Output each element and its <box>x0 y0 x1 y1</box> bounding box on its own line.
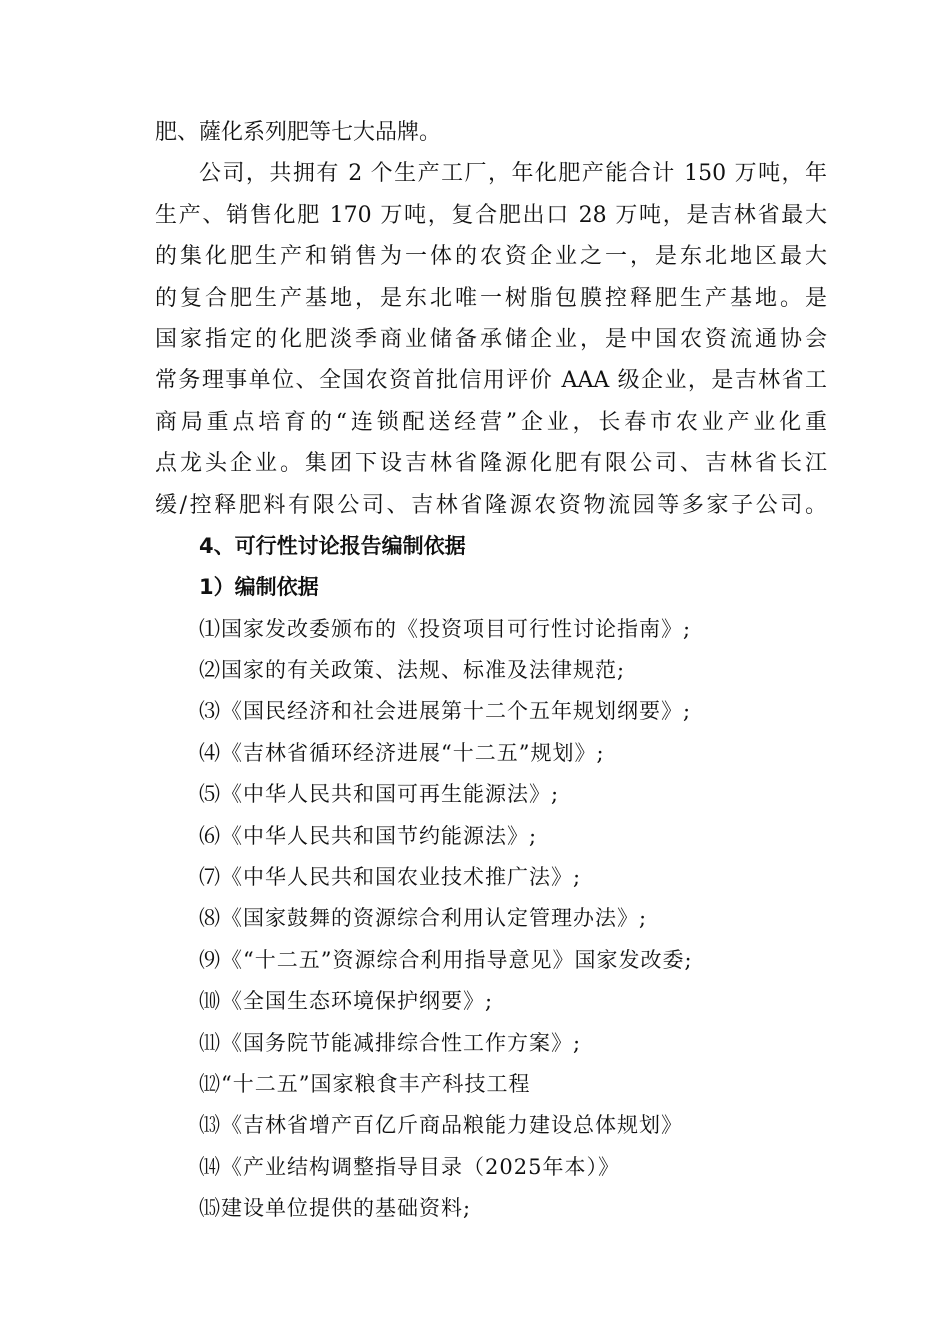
document-page <box>155 112 827 1230</box>
reference-item: ⑵国家的有关政策、法规、标准及法律规范; <box>199 658 626 683</box>
reference-item: ⒁《产业结构调整指导目录（2025年本）》 <box>199 1154 620 1179</box>
reference-item: ⑷《吉林省循环经济进展“十二五”规划》; <box>199 740 605 765</box>
paragraph-line: 的集化肥生产和销售为一体的农资企业之一，是东北地区最大 <box>155 244 827 270</box>
paragraph-line: 公司，共拥有 2 个生产工厂，年化肥产能合计 150 万吨，年 <box>199 161 827 187</box>
paragraph-line: 的复合肥生产基地，是东北唯一树脂包膜控释肥生产基地。是 <box>155 285 827 311</box>
paragraph-line: 国家指定的化肥淡季商业储备承储企业，是中国农资流通协会 <box>155 326 827 352</box>
paragraph-line: 生产、销售化肥 170 万吨，复合肥出口 28 万吨，是吉林省最大 <box>155 202 827 228</box>
reference-item: ⑹《中华人民共和国节约能源法》; <box>199 823 538 848</box>
paragraph-line: 点龙头企业。集团下设吉林省隆源化肥有限公司、吉林省长江 <box>155 451 827 477</box>
reference-item: ⒀《吉林省增产百亿斤商品粮能力建设总体规划》 <box>199 1113 683 1138</box>
reference-item: ⑽《全国生态环境保护纲要》; <box>199 989 494 1014</box>
section-heading: 4、可行性讨论报告编制依据 <box>199 533 466 558</box>
reference-item: ⑼《“十二五”资源综合利用指导意见》国家发改委; <box>199 947 693 972</box>
reference-item: ⑸《中华人民共和国可再生能源法》; <box>199 782 560 807</box>
reference-item: ⑴国家发改委颁布的《投资项目可行性讨论指南》; <box>199 616 692 641</box>
reference-item: ⒂建设单位提供的基础资料; <box>199 1196 472 1221</box>
sub-heading: 1）编制依据 <box>199 575 319 600</box>
reference-item: ⑾《国务院节能减排综合性工作方案》; <box>199 1030 582 1055</box>
paragraph-line: 商局重点培育的“连锁配送经营”企业，长春市农业产业化重 <box>155 409 827 435</box>
reference-item: ⑻《国家鼓舞的资源综合利用认定管理办法》; <box>199 906 648 931</box>
paragraph-line: 常务理事单位、全国农资首批信用评价 AAA 级企业，是吉林省工 <box>155 368 827 394</box>
paragraph-line: 肥、薩化系列肥等七大品牌。 <box>155 120 442 145</box>
paragraph-line: 缓/控释肥料有限公司、吉林省隆源农资物流园等多家子公司。 <box>155 492 827 518</box>
reference-item: ⑶《国民经济和社会进展第十二个五年规划纲要》; <box>199 699 692 724</box>
reference-item: ⑿“十二五”国家粮食丰产科技工程 <box>199 1071 531 1096</box>
reference-item: ⑺《中华人民共和国农业技术推广法》; <box>199 865 582 890</box>
